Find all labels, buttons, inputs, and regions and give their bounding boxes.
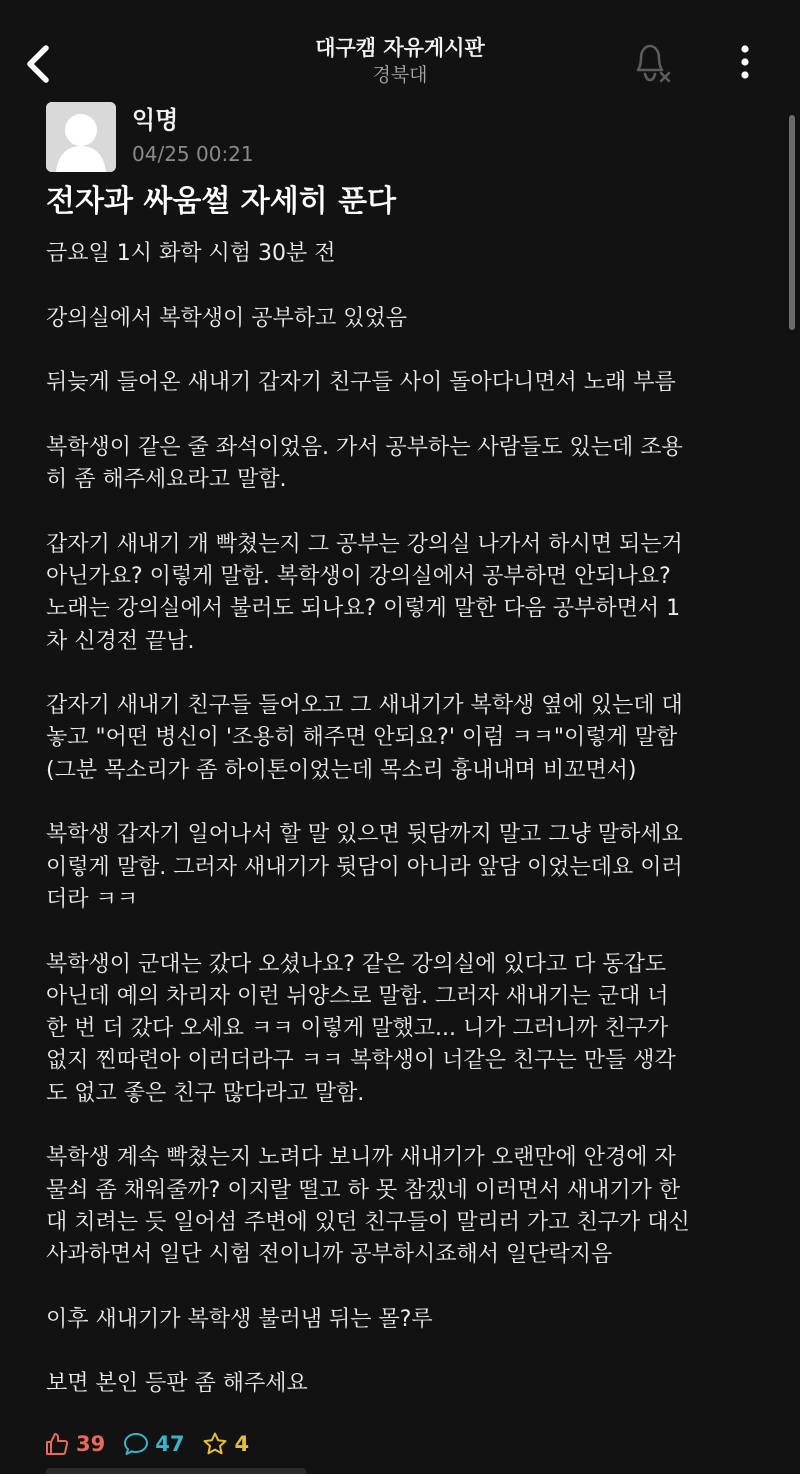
body-line: 갑자기 새내기 친구들 들어오고 그 새내기가 복학생 옆에 있는데 대: [46, 693, 683, 719]
reaction-bar: [44, 1428, 267, 1460]
body-line: 사과하면서 일단 시험 전이니까 공부하시죠해서 일단락지음: [46, 1242, 613, 1268]
top-bar: [0, 0, 800, 100]
body-paragraph: [46, 1304, 768, 1336]
post-body: [46, 238, 768, 1433]
comment-count: 47: [155, 1432, 185, 1456]
body-paragraph: [46, 690, 768, 787]
body-line: 복학생이 같은 줄 좌석이었음. 가서 공부하는 사람들도 있는데 조용: [46, 434, 683, 460]
author-row: [46, 102, 746, 172]
more-options-button[interactable]: [730, 42, 760, 82]
scrollbar[interactable]: [789, 115, 795, 330]
body-line: 더라 ㅋㅋ: [46, 886, 139, 912]
body-paragraph: [46, 238, 768, 270]
body-paragraph: [46, 303, 768, 335]
body-line: 놓고 "어떤 병신이 '조용히 해주면 안되요?' 이럼 ㅋㅋ"이렇게 말함: [46, 725, 678, 751]
body-line: 없지 찐따련아 이러더라구 ㅋㅋ 복학생이 너같은 친구는 만들 생각: [46, 1048, 676, 1074]
back-button[interactable]: [20, 40, 64, 88]
default-profile-icon: [46, 102, 116, 172]
body-paragraph: [46, 819, 768, 916]
chevron-left-icon: [20, 40, 64, 88]
board-subtitle: 경북대: [372, 64, 428, 86]
body-line: 복학생 갑자기 일어나서 할 말 있으면 뒷담까지 말고 그냥 말하세요: [46, 822, 683, 848]
board-title: 대구캠 자유게시판: [315, 36, 485, 60]
body-line: 강의실에서 복학생이 공부하고 있었음: [46, 305, 408, 331]
more-vertical-icon: [730, 42, 760, 82]
body-line: 대 치려는 듯 일어섬 주변에 있던 친구들이 말리러 가고 친구가 대신: [46, 1209, 690, 1235]
notification-toggle-button[interactable]: [628, 40, 676, 86]
body-line: 뒤늦게 들어온 새내기 갑자기 친구들 사이 돌아다니면서 노래 부름: [46, 370, 676, 396]
next-section-edge: [46, 1468, 306, 1474]
body-line: 도 없고 좋은 친구 많다라고 말함.: [46, 1080, 365, 1106]
body-line: 이후 새내기가 복학생 불러냄 뒤는 몰?루: [46, 1306, 433, 1332]
bell-off-icon: [628, 40, 676, 86]
body-line: 히 좀 해주세요라고 말함.: [46, 467, 287, 493]
header-title-group: [200, 34, 600, 88]
comment-button[interactable]: [123, 1430, 184, 1458]
avatar[interactable]: [46, 102, 116, 172]
scrap-button[interactable]: [202, 1430, 249, 1458]
body-line: 복학생이 군대는 갔다 오셨나요? 같은 강의실에 있다고 다 동갑도: [46, 951, 667, 977]
like-count: 39: [76, 1432, 106, 1456]
like-button[interactable]: [44, 1430, 105, 1458]
body-line: 금요일 1시 화학 시험 30분 전: [46, 241, 336, 266]
body-line: 복학생 계속 빡쳤는지 노려다 보니까 새내기가 오랜만에 안경에 자: [46, 1145, 676, 1171]
body-line: (그분 목소리가 좀 하이톤이었는데 목소리 흉내내며 비꼬면서): [46, 757, 637, 783]
body-paragraph: [46, 529, 768, 658]
body-line: 노래는 강의실에서 불러도 되나요? 이렇게 말한 다음 공부하면서 1: [46, 596, 681, 622]
body-line: 차 신경전 끝남.: [46, 628, 195, 654]
body-line: 물쇠 좀 채워줄까? 이지랄 떨고 하 못 참겠네 이러면서 새내기가 한: [46, 1177, 681, 1203]
body-paragraph: [46, 949, 768, 1110]
star-icon: [202, 1431, 228, 1457]
body-paragraph: [46, 367, 768, 399]
author-name: 익명: [132, 106, 179, 134]
thumbs-up-icon: [44, 1431, 70, 1457]
body-line: 아닌가요? 이렇게 말함. 복학생이 강의실에서 공부하면 안되나요?: [46, 563, 671, 589]
scrap-count: 4: [234, 1432, 250, 1456]
body-line: 이렇게 말함. 그러자 새내기가 뒷담이 아니라 앞담 이었는데요 이러: [46, 854, 683, 880]
post-date: 04/25 00:21: [132, 142, 254, 166]
body-line: 보면 본인 등판 좀 해주세요: [46, 1371, 308, 1397]
speech-bubble-icon: [123, 1431, 149, 1457]
body-line: 아닌데 예의 차리자 이런 뉘양스로 말함. 그러자 새내기는 군대 너: [46, 983, 669, 1009]
body-line: 갑자기 새내기 개 빡쳤는지 그 공부는 강의실 나가서 하시면 되는거: [46, 531, 683, 557]
body-line: 한 번 더 갔다 오세요 ㅋㅋ 이렇게 말했고... 니가 그러니까 친구가: [46, 1016, 669, 1042]
body-paragraph: [46, 432, 768, 497]
body-paragraph: [46, 1142, 768, 1271]
post-title: 전자과 싸움썰 자세히 푼다: [46, 184, 397, 219]
body-paragraph: [46, 1368, 768, 1400]
